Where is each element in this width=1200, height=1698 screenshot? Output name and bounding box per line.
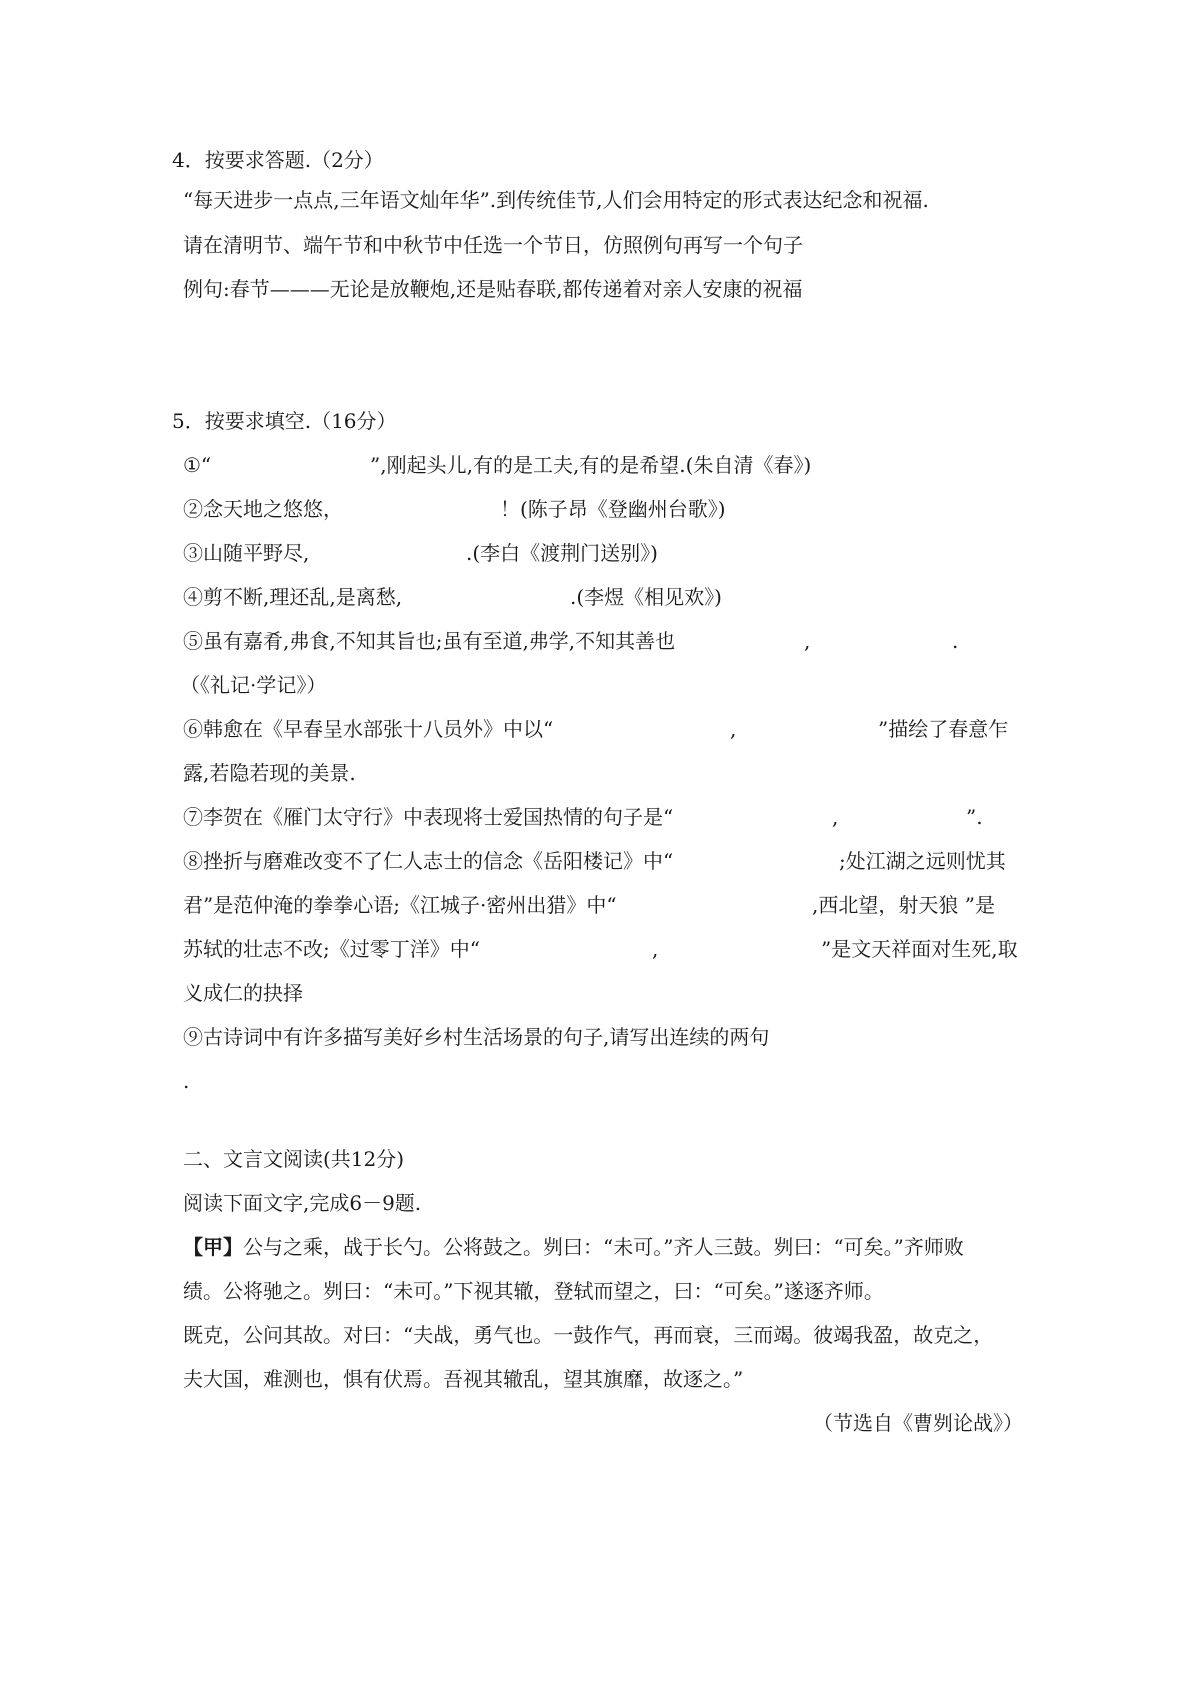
jia-text-line4: 夫大国，难测也，惧有伏焉。吾视其辙乱，望其旗靡，故逐之。” xyxy=(183,1367,744,1391)
jia-source: （节选自《曹刿论战》） xyxy=(813,1411,1023,1435)
q5-item-2-part-a: ②念天地之悠悠， xyxy=(183,497,343,521)
q5-item-8-part-a: ⑧挫折与磨难改变不了仁人志士的信念《岳阳楼记》中“ xyxy=(183,849,674,873)
jia-text-line3: 既克，公问其故。对曰：“夫战，勇气也。一鼓作气，再而衰，三而竭。彼竭我盈，故克之， xyxy=(183,1323,994,1347)
q5-item-8-cont2-part-c: ”是文天祥面对生死,取 xyxy=(821,937,1018,961)
q5-item-6-part-c: ”描绘了春意乍 xyxy=(878,717,1009,741)
q5-item-6-part-b: , xyxy=(730,717,737,741)
q5-item-4-part-a: ④剪不断,理还乱,是离愁, xyxy=(183,585,403,609)
jia-label: 【甲】 xyxy=(183,1235,243,1259)
q5-item-5-part-a: ⑤虽有嘉肴,弗食,不知其旨也;虽有至道,弗学,不知其善也 xyxy=(183,629,676,653)
q5-item-3-part-b: .(李白《渡荆门送别》) xyxy=(466,541,658,565)
jia-text-line1: 公与之乘，战于长勺。公将鼓之。刿曰：“未可。”齐人三鼓。刿曰：“可矣。”齐师败 xyxy=(243,1235,964,1259)
q5-item-9: ⑨古诗词中有许多描写美好乡村生活场景的句子,请写出连续的两句 xyxy=(183,1025,770,1049)
q5-item-2-part-b: ！(陈子昂《登幽州台歌》) xyxy=(500,497,726,521)
section2-instruction: 阅读下面文字,完成6－9题. xyxy=(183,1191,422,1215)
section2-header: 二、文言文阅读(共12分) xyxy=(183,1147,405,1171)
q5-item-3-part-a: ③山随平野尽, xyxy=(183,541,310,565)
q5-item-6-part-a: ⑥韩愈在《早春呈水部张十八员外》中以“ xyxy=(183,717,554,741)
q5-item-7-part-c: ”. xyxy=(966,805,983,829)
q5-item-8-cont3: 义成仁的抉择 xyxy=(183,981,303,1005)
q5-item-8-cont2-part-a: 苏轼的壮志不改;《过零丁洋》中“ xyxy=(183,937,480,961)
q5-item-8-cont1-part-a: 君”是范仲淹的拳拳心语;《江城子·密州出猎》中“ xyxy=(183,893,617,917)
q5-header: 5．按要求填空.（16分） xyxy=(172,409,397,433)
q5-item-4-part-b: .(李煜《相见欢》) xyxy=(570,585,722,609)
q5-item-8-part-b: ;处江湖之远则忧其 xyxy=(839,849,1006,873)
q5-item-5-part-c: . xyxy=(952,629,959,653)
q5-item-8-cont1-part-b: ,西北望，射天狼 ”是 xyxy=(812,893,995,917)
q5-item-7-part-b: , xyxy=(832,805,839,829)
q4-example: 例句:春节———无论是放鞭炮,还是贴春联,都传递着对亲人安康的祝福 xyxy=(183,277,803,301)
q5-item-9-period: . xyxy=(183,1069,190,1093)
q5-item-8-cont2-part-b: , xyxy=(652,937,659,961)
q5-item-5-source: （《礼记·学记》） xyxy=(180,673,327,697)
q4-text-line1: “每天进步一点点,三年语文灿年华”.到传统佳节,人们会用特定的形式表达纪念和祝福. xyxy=(183,188,929,212)
q5-item-1-part-a: ①“ xyxy=(183,453,212,477)
q5-item-7-part-a: ⑦李贺在《雁门太守行》中表现将士爱国热情的句子是“ xyxy=(183,805,674,829)
q5-item-1-part-b: ”,刚起头儿,有的是工夫,有的是希望.(朱自清《春》) xyxy=(370,453,812,477)
q5-item-5-part-b: , xyxy=(804,629,811,653)
q5-item-6-cont: 露,若隐若现的美景. xyxy=(183,761,356,785)
jia-text-line2: 绩。公将驰之。刿曰：“未可。”下视其辙，登轼而望之，曰：“可矣。”遂逐齐师。 xyxy=(183,1279,884,1303)
q4-header: 4．按要求答题.（2分） xyxy=(172,148,384,172)
q4-text-line2: 请在清明节、端午节和中秋节中任选一个节日，仿照例句再写一个句子 xyxy=(183,233,803,257)
